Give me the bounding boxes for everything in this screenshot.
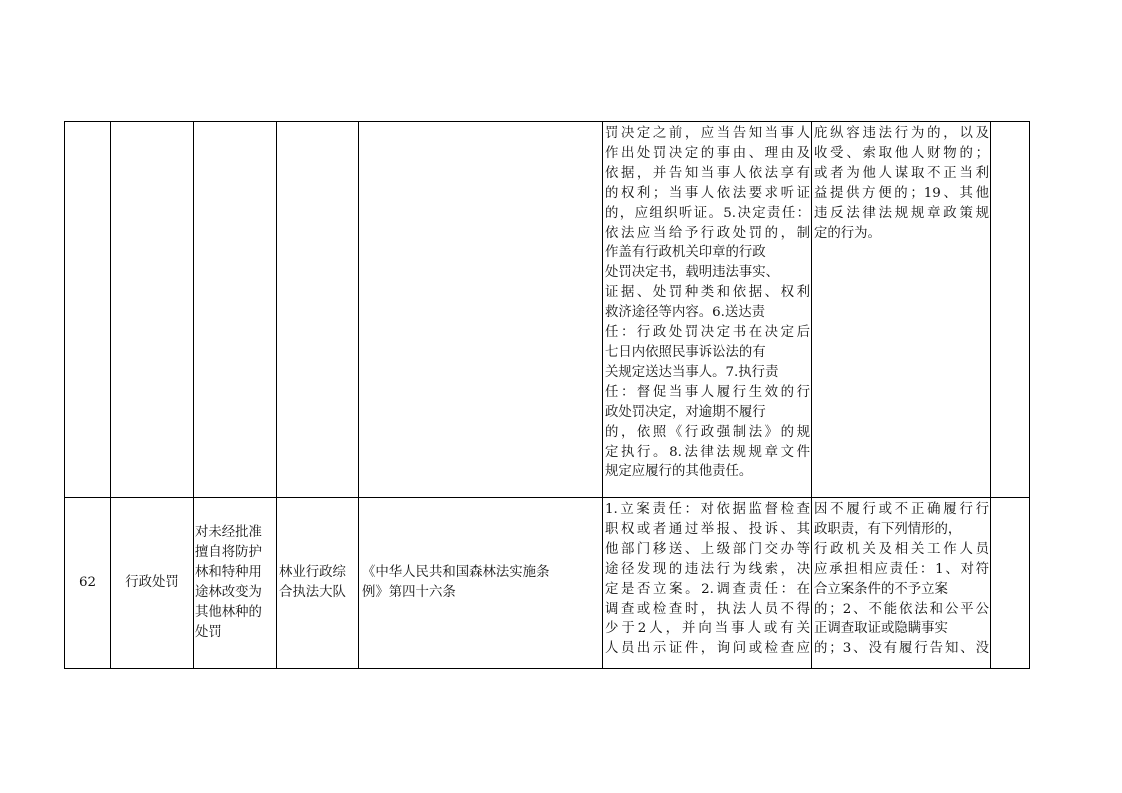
duty-line: 规定应履行的其他责任。 [605, 464, 753, 480]
cell-no: 62 [65, 498, 111, 669]
duty-line: 救济途径等内容。6.送达责 [605, 305, 766, 321]
name-line: 擅自将防护 [195, 545, 262, 561]
duty-line: 1.立案责任：对依据监督检查 [605, 502, 810, 517]
accountability-line: 合立案条件的不予立案 [814, 581, 948, 597]
duty-line: 政处罚决定，对逾期不履行 [605, 404, 766, 420]
subject-line: 林业行政综 [279, 565, 346, 581]
accountability-line: 收受、索取他人财物的； [814, 145, 989, 161]
accountability-line: 应承担相应责任：1、对符 [814, 561, 989, 577]
cell-type: 行政处罚 [111, 498, 194, 669]
table-row [65, 498, 1030, 669]
accountability-line: 的；2、不能依法和公平公 [814, 601, 989, 617]
duty-line: 作出处罚决定的事由、理由及 [605, 145, 810, 161]
name-line: 林和特种用 [195, 565, 262, 581]
power-list-table [64, 121, 1030, 669]
accountability-line: 庇纵容违法行为的，以及 [814, 126, 989, 141]
duty-line: 的，依照《行政强制法》的规 [605, 424, 810, 440]
cell-duty [603, 498, 812, 669]
duty-line: 罚决定之前，应当告知当事人 [605, 126, 810, 141]
accountability-line: 或者为他人谋取不正当利 [814, 165, 989, 181]
duty-line: 作盖有行政机关印章的行政 [605, 245, 766, 261]
table-row [65, 122, 1030, 498]
cell-no [65, 122, 111, 498]
name-line: 对未经批准 [195, 525, 262, 541]
duty-line: 关规定送达当事人。7.执行责 [605, 364, 779, 380]
subject-line: 合执法大队 [279, 585, 346, 600]
duty-line: 调查或检查时，执法人员不得 [605, 601, 810, 617]
cell-remark [991, 122, 1030, 498]
duty-line: 处罚决定书，载明违法事实、 [605, 265, 780, 281]
duty-line: 七日内依照民事诉讼法的有 [605, 344, 766, 360]
name-line: 途林改变为 [195, 585, 262, 600]
accountability-line: 正调查取证或隐瞒事实 [814, 621, 948, 637]
accountability-line: 定的行为。 [814, 225, 881, 241]
accountability-line: 违反法律法规规章政策规 [814, 205, 989, 221]
duty-line: 任：督促当事人履行生效的行 [605, 384, 810, 400]
duty-line: 依据，并告知当事人依法享有 [605, 165, 810, 181]
cell-name [194, 498, 277, 669]
basis-line: 《中华人民共和国森林法实施条 [362, 565, 550, 581]
accountability-line: 的；3、没有履行告知、没 [814, 641, 989, 657]
name-line: 其他林种的 [195, 604, 262, 620]
accountability-line: 行政机关及相关工作人员 [814, 541, 989, 557]
duty-line: 依法应当给予行政处罚的，制 [605, 225, 810, 241]
duty-line: 证据、处罚种类和依据、权利 [605, 285, 810, 301]
cell-remark [991, 498, 1030, 669]
cell-name [194, 122, 277, 498]
duty-line: 的权利；当事人依法要求听证 [605, 185, 810, 201]
cell-accountability [812, 122, 991, 498]
cell-basis [359, 122, 603, 498]
duty-line: 定是否立案。2.调查责任：在 [605, 581, 810, 597]
basis-line: 例》第四十六条 [362, 585, 456, 600]
duty-line: 途径发现的违法行为线索，决 [605, 561, 810, 577]
duty-line: 定执行。8.法律法规规章文件 [605, 444, 810, 460]
duty-line: 任：行政处罚决定书在决定后 [605, 325, 810, 341]
duty-line: 少于2人，并向当事人或有关 [605, 621, 810, 637]
cell-type [111, 122, 194, 498]
cell-duty [603, 122, 812, 498]
duty-line: 他部门移送、上级部门交办等 [605, 541, 810, 557]
name-line: 处罚 [195, 624, 222, 640]
duty-line: 人员出示证件，询问或检查应 [605, 641, 810, 657]
duty-line: 的，应组织听证。5.决定责任： [605, 205, 810, 221]
accountability-line: 政职责，有下列情形的， [814, 521, 962, 537]
cell-accountability [812, 498, 991, 669]
duty-line: 职权或者通过举报、投诉、其 [605, 521, 810, 537]
cell-subject [277, 122, 359, 498]
cell-subject [277, 498, 359, 669]
accountability-line: 因不履行或不正确履行行 [814, 502, 989, 517]
cell-basis [359, 498, 603, 669]
accountability-line: 益提供方便的；19、其他 [814, 185, 989, 201]
